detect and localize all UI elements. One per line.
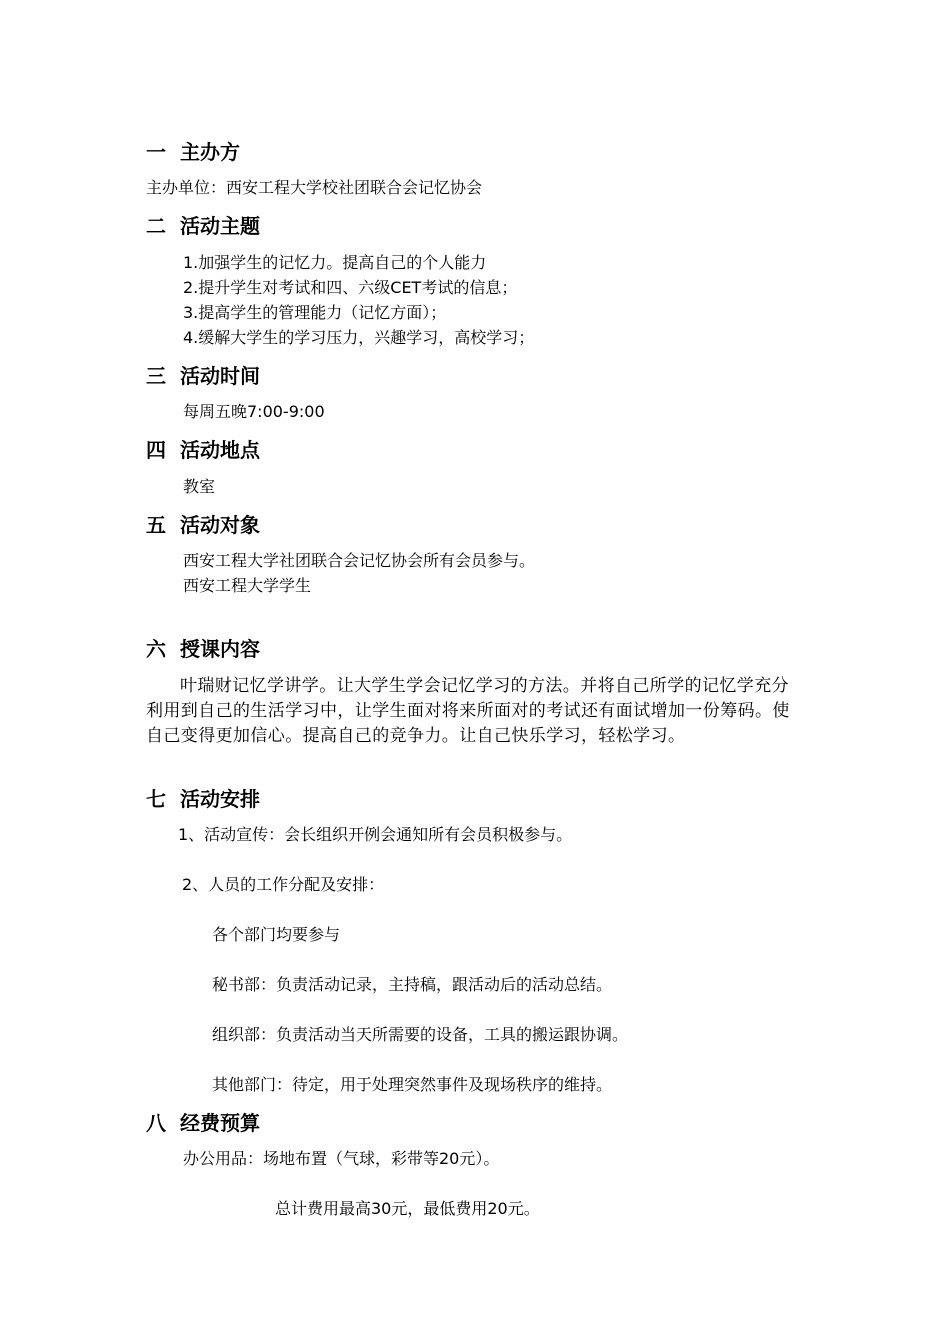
arrangement-item-1: 1、活动宣传：会长组织开例会通知所有会员积极参与。 (178, 825, 573, 844)
section-title: 活动时间 (180, 364, 260, 388)
section-number: 四 (146, 438, 166, 462)
arrangement-sub-3: 组织部：负责活动当天所需要的设备，工具的搬运跟协调。 (212, 1025, 629, 1044)
section-title: 活动主题 (180, 214, 260, 238)
content-paragraph: 叶瑞财记忆学讲学。让大学生学会记忆学习的方法。并将自己所学的记忆学充分利用到自己的生活学习中，让学生面对将来所面对的考试还有面试增加一份筹码。使自己变得更加信心。提高自己的竞争力。让自己快乐学习，轻松学习。 (146, 676, 790, 746)
section-title: 活动安排 (180, 787, 260, 811)
theme-item-3: 3.提高学生的管理能力（记忆方面）； (183, 303, 447, 322)
section-number: 八 (146, 1111, 166, 1135)
arrangement-sub-4: 其他部门：待定，用于处理突然事件及现场秩序的维持。 (212, 1075, 613, 1094)
arrangement-sub-2: 秘书部：负责活动记录，主持稿，跟活动后的活动总结。 (212, 975, 613, 994)
section-title: 经费预算 (180, 1111, 260, 1135)
theme-item-2: 2.提升学生对考试和四、六级CET考试的信息； (183, 278, 518, 297)
section-number: 一 (146, 140, 166, 164)
arrangement-sub-1: 各个部门均要参与 (212, 925, 341, 944)
section-title: 活动对象 (180, 513, 260, 537)
section-number: 二 (146, 214, 166, 238)
audience-line-1: 西安工程大学社团联合会记忆协会所有会员参与。 (183, 551, 536, 570)
section-heading-theme (146, 213, 260, 239)
organizer-line: 主办单位：西安工程大学校社团联合会记忆协会 (146, 178, 483, 197)
section-heading-content (146, 636, 260, 662)
section-number: 七 (146, 787, 166, 811)
audience-line-2: 西安工程大学学生 (183, 576, 312, 595)
section-number: 三 (146, 364, 166, 388)
section-heading-location (146, 437, 260, 463)
section-heading-budget (146, 1110, 260, 1136)
section-heading-time (146, 363, 260, 389)
section-title: 活动地点 (180, 438, 260, 462)
budget-line-1: 办公用品：场地布置（气球，彩带等20元）。 (183, 1149, 500, 1168)
theme-item-1: 1.加强学生的记忆力。提高自己的个人能力 (183, 253, 487, 272)
location-line: 教室 (183, 477, 216, 496)
section-heading-audience (146, 512, 260, 538)
section-heading-arrangement (146, 786, 260, 812)
budget-line-2: 总计费用最高30元，最低费用20元。 (275, 1199, 540, 1218)
time-line: 每周五晚7:00-9:00 (183, 402, 325, 421)
section-number: 五 (146, 513, 166, 537)
section-number: 六 (146, 637, 166, 661)
section-title: 主办方 (180, 140, 240, 164)
section-heading-organizer (146, 139, 240, 165)
section-title: 授课内容 (180, 637, 260, 661)
theme-item-4: 4.缓解大学生的学习压力，兴趣学习，高校学习； (183, 328, 535, 347)
arrangement-item-2: 2、人员的工作分配及安排： (182, 875, 385, 894)
